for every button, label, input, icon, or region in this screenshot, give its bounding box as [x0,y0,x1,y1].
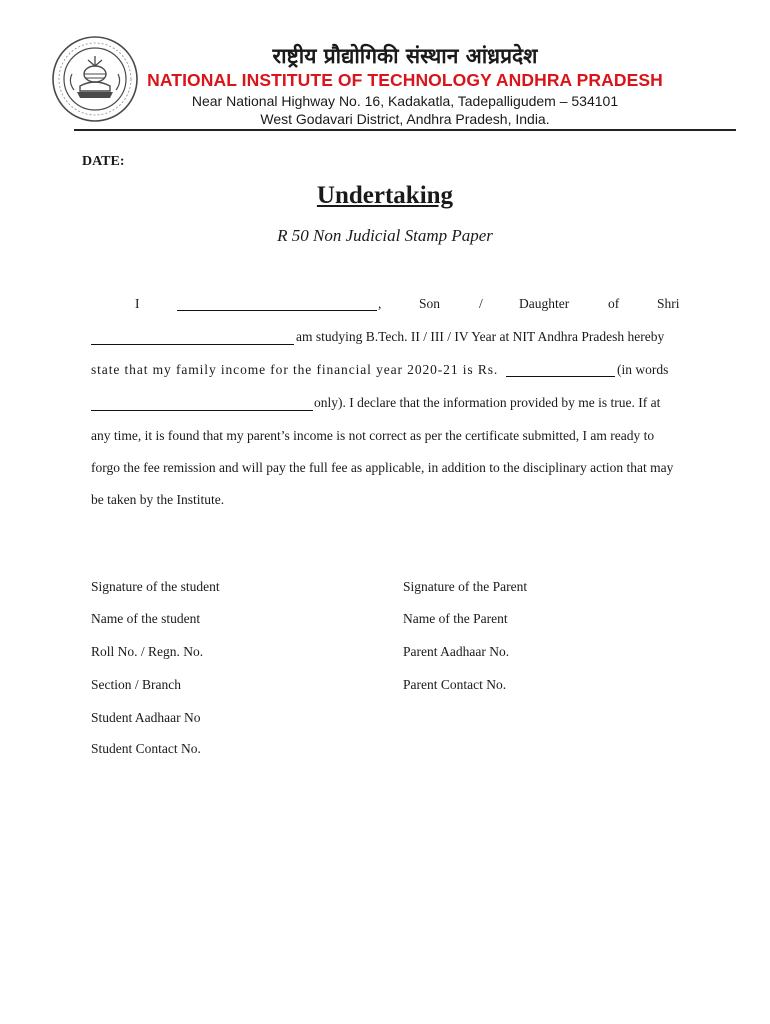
undertaking-line-2: am studying B.Tech. II / III / IV Year at NIT Andhra Pradesh hereby [296,329,665,344]
undertaking-line-7: be taken by the Institute. [91,492,225,507]
comma: , [378,296,382,311]
daughter-label: Daughter [519,296,570,311]
institute-logo-icon [50,34,140,124]
undertaking-line-4: only). I declare that the information provided by me is true. If at [314,395,661,410]
student-name-label: Name of the student [91,611,201,626]
date-label: DATE: [82,154,125,169]
section-branch-label: Section / Branch [91,677,181,692]
pronoun-i: I [135,296,140,311]
shri-label: Shri [657,296,680,311]
of-label: of [608,296,620,311]
address-line-2: West Godavari District, Andhra Pradesh, India. [260,111,550,127]
header-divider [74,129,736,131]
in-words-label: (in words [617,362,669,377]
undertaking-line-3: state that my family income for the financial year 2020-21 is Rs. [91,362,499,377]
student-aadhaar-label: Student Aadhaar No [91,710,201,725]
parent-name-label: Name of the Parent [403,611,508,626]
student-contact-label: Student Contact No. [91,741,201,756]
address-line-1: Near National Highway No. 16, Kadakatla, Tadepalligudem – 534101 [191,93,619,109]
undertaking-line-6: forgo the fee remission and will pay the full fee as applicable, in addition to the disciplinary action that may [91,460,674,475]
slash-label: / [479,296,483,311]
student-signature-label: Signature of the student [91,579,220,594]
son-label: Son [419,296,441,311]
letterhead [0,0,770,132]
name-blank[interactable] [177,296,377,311]
parent-aadhaar-label: Parent Aadhaar No. [403,644,510,659]
institute-hindi-name: राष्ट्रीय प्रौद्योगिकी संस्थान आंध्रप्रदेश [272,44,538,68]
undertaking-line-5: any time, it is found that my parent’s income is not correct as per the certificate submitted, I am ready to [91,428,655,443]
institute-name: NATIONAL INSTITUTE OF TECHNOLOGY ANDHRA PRADESH [147,70,663,90]
roll-number-label: Roll No. / Regn. No. [91,644,204,659]
document-title: Undertaking [316,182,454,209]
parent-signature-label: Signature of the Parent [403,579,528,594]
parent-name-blank[interactable] [91,330,294,345]
document-subtitle: R 50 Non Judicial Stamp Paper [277,226,493,245]
income-words-blank[interactable] [91,396,313,411]
income-amount-blank[interactable] [506,362,615,377]
parent-contact-label: Parent Contact No. [403,677,507,692]
